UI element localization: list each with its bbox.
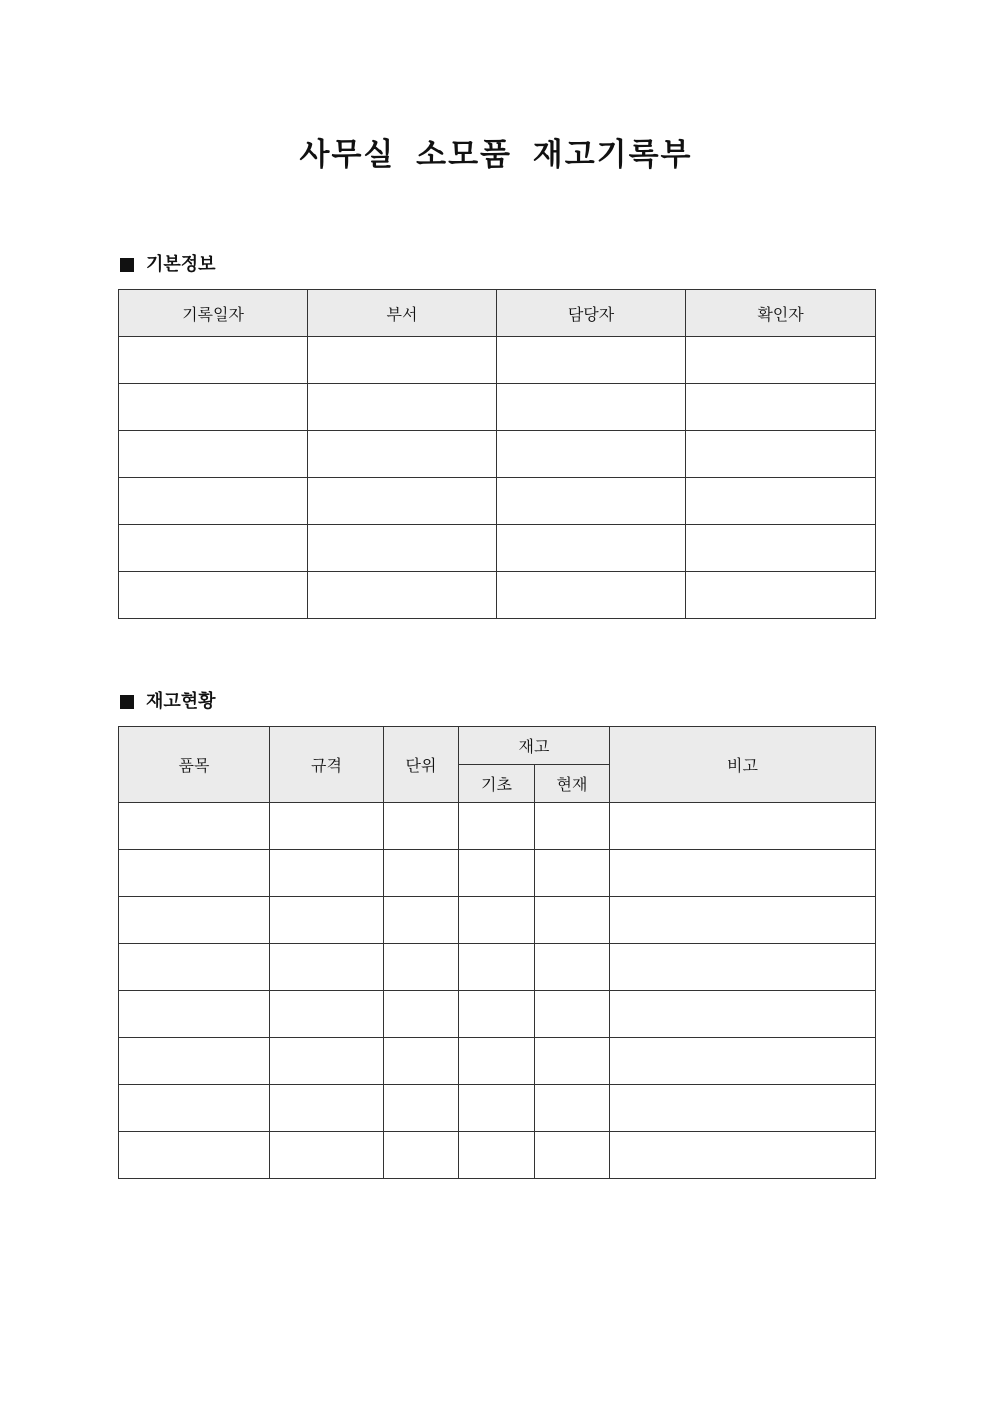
column-header-department: 부서	[308, 290, 497, 337]
item-cell[interactable]	[119, 1038, 270, 1085]
spec-cell[interactable]	[270, 1038, 384, 1085]
unit-cell[interactable]	[384, 897, 459, 944]
table-row	[119, 525, 876, 572]
table-row	[119, 1132, 876, 1179]
person-in-charge-cell[interactable]	[497, 525, 686, 572]
table-row	[119, 337, 876, 384]
spec-cell[interactable]	[270, 850, 384, 897]
person-in-charge-cell[interactable]	[497, 478, 686, 525]
column-header-record-date: 기록일자	[119, 290, 308, 337]
basic-info-header-row	[119, 290, 876, 337]
stock-base-cell[interactable]	[459, 1085, 535, 1132]
remarks-cell[interactable]	[610, 1132, 876, 1179]
stock-base-cell[interactable]	[459, 850, 535, 897]
table-row	[119, 944, 876, 991]
square-bullet-icon	[120, 258, 134, 272]
remarks-cell[interactable]	[610, 1085, 876, 1132]
table-row	[119, 478, 876, 525]
stock-base-cell[interactable]	[459, 803, 535, 850]
column-header-remarks: 비고	[610, 727, 876, 803]
column-header-item: 품목	[119, 727, 270, 803]
column-header-person-in-charge: 담당자	[497, 290, 686, 337]
confirmer-cell[interactable]	[686, 572, 876, 619]
remarks-cell[interactable]	[610, 803, 876, 850]
stock-base-cell[interactable]	[459, 897, 535, 944]
remarks-cell[interactable]	[610, 850, 876, 897]
record-date-cell[interactable]	[119, 431, 308, 478]
item-cell[interactable]	[119, 803, 270, 850]
table-row	[119, 850, 876, 897]
square-bullet-icon	[120, 695, 134, 709]
stock-current-cell[interactable]	[535, 1132, 610, 1179]
table-row	[119, 1038, 876, 1085]
unit-cell[interactable]	[384, 850, 459, 897]
remarks-cell[interactable]	[610, 897, 876, 944]
department-cell[interactable]	[308, 384, 497, 431]
column-header-stock: 재고	[459, 727, 610, 765]
department-cell[interactable]	[308, 525, 497, 572]
column-header-confirmer: 확인자	[686, 290, 876, 337]
remarks-cell[interactable]	[610, 944, 876, 991]
department-cell[interactable]	[308, 337, 497, 384]
stock-current-cell[interactable]	[535, 944, 610, 991]
item-cell[interactable]	[119, 897, 270, 944]
item-cell[interactable]	[119, 944, 270, 991]
spec-cell[interactable]	[270, 803, 384, 850]
confirmer-cell[interactable]	[686, 431, 876, 478]
page-title: 사무실 소모품 재고기록부	[299, 137, 693, 173]
stock-current-cell[interactable]	[535, 1085, 610, 1132]
spec-cell[interactable]	[270, 1085, 384, 1132]
person-in-charge-cell[interactable]	[497, 384, 686, 431]
stock-status-heading	[118, 690, 216, 714]
column-header-unit: 단위	[384, 727, 459, 803]
record-date-cell[interactable]	[119, 525, 308, 572]
spec-cell[interactable]	[270, 944, 384, 991]
stock-current-cell[interactable]	[535, 991, 610, 1038]
remarks-cell[interactable]	[610, 991, 876, 1038]
stock-current-cell[interactable]	[535, 897, 610, 944]
stock-base-cell[interactable]	[459, 1038, 535, 1085]
confirmer-cell[interactable]	[686, 337, 876, 384]
record-date-cell[interactable]	[119, 337, 308, 384]
stock-status-table	[118, 726, 876, 1179]
unit-cell[interactable]	[384, 1085, 459, 1132]
unit-cell[interactable]	[384, 944, 459, 991]
record-date-cell[interactable]	[119, 572, 308, 619]
table-row	[119, 803, 876, 850]
table-row	[119, 572, 876, 619]
confirmer-cell[interactable]	[686, 384, 876, 431]
basic-info-table	[118, 289, 876, 619]
table-row	[119, 431, 876, 478]
remarks-cell[interactable]	[610, 1038, 876, 1085]
stock-base-cell[interactable]	[459, 991, 535, 1038]
stock-current-cell[interactable]	[535, 850, 610, 897]
department-cell[interactable]	[308, 431, 497, 478]
unit-cell[interactable]	[384, 803, 459, 850]
spec-cell[interactable]	[270, 991, 384, 1038]
item-cell[interactable]	[119, 991, 270, 1038]
table-row	[119, 897, 876, 944]
stock-current-cell[interactable]	[535, 803, 610, 850]
basic-info-heading	[118, 253, 216, 277]
column-header-spec: 규격	[270, 727, 384, 803]
spec-cell[interactable]	[270, 897, 384, 944]
table-row	[119, 1085, 876, 1132]
record-date-cell[interactable]	[119, 478, 308, 525]
stock-current-cell[interactable]	[535, 1038, 610, 1085]
department-cell[interactable]	[308, 478, 497, 525]
item-cell[interactable]	[119, 1132, 270, 1179]
unit-cell[interactable]	[384, 1038, 459, 1085]
table-row	[119, 384, 876, 431]
stock-base-cell[interactable]	[459, 944, 535, 991]
department-cell[interactable]	[308, 572, 497, 619]
stock-header-row-top	[119, 727, 876, 765]
unit-cell[interactable]	[384, 1132, 459, 1179]
stock-status-heading-label: 재고현황	[146, 691, 216, 712]
column-header-stock-current: 현재	[535, 765, 610, 803]
confirmer-cell[interactable]	[686, 525, 876, 572]
person-in-charge-cell[interactable]	[497, 431, 686, 478]
column-header-stock-base: 기초	[459, 765, 535, 803]
person-in-charge-cell[interactable]	[497, 572, 686, 619]
spec-cell[interactable]	[270, 1132, 384, 1179]
basic-info-heading-label: 기본정보	[146, 254, 216, 275]
item-cell[interactable]	[119, 850, 270, 897]
confirmer-cell[interactable]	[686, 478, 876, 525]
person-in-charge-cell[interactable]	[497, 337, 686, 384]
unit-cell[interactable]	[384, 991, 459, 1038]
stock-base-cell[interactable]	[459, 1132, 535, 1179]
record-date-cell[interactable]	[119, 384, 308, 431]
table-row	[119, 991, 876, 1038]
item-cell[interactable]	[119, 1085, 270, 1132]
